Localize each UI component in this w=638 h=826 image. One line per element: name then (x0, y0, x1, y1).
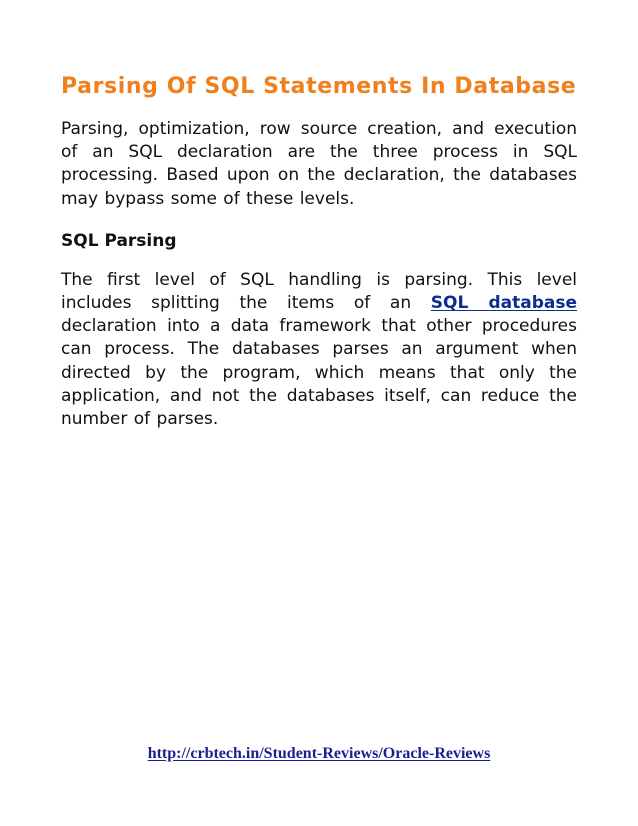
sql-database-link[interactable]: SQL database (430, 293, 577, 314)
document-content (61, 72, 577, 431)
section-paragraph-text-after-link: declaration into a data framework that other procedures can process. The databases parses an argument when directed by the program, which means that only the application, and not the databases itself, can reduce the number of parses. (61, 316, 577, 430)
footer-url-link[interactable]: http://crbtech.in/Student-Reviews/Oracle-Reviews (147, 745, 491, 762)
page-title: Parsing Of SQL Statements In Database (61, 74, 577, 99)
section-heading: SQL Parsing (61, 230, 177, 251)
section-paragraph (61, 269, 577, 431)
intro-paragraph: Parsing, optimization, row source creation, and execution of an SQL declaration are the three process in SQL processing. Based upon on the declaration, the databases may bypass some of these levels. (61, 119, 577, 209)
section-paragraph-text-before-link: The first level of SQL handling is parsing. This level includes splitting the items of an (61, 269, 577, 314)
